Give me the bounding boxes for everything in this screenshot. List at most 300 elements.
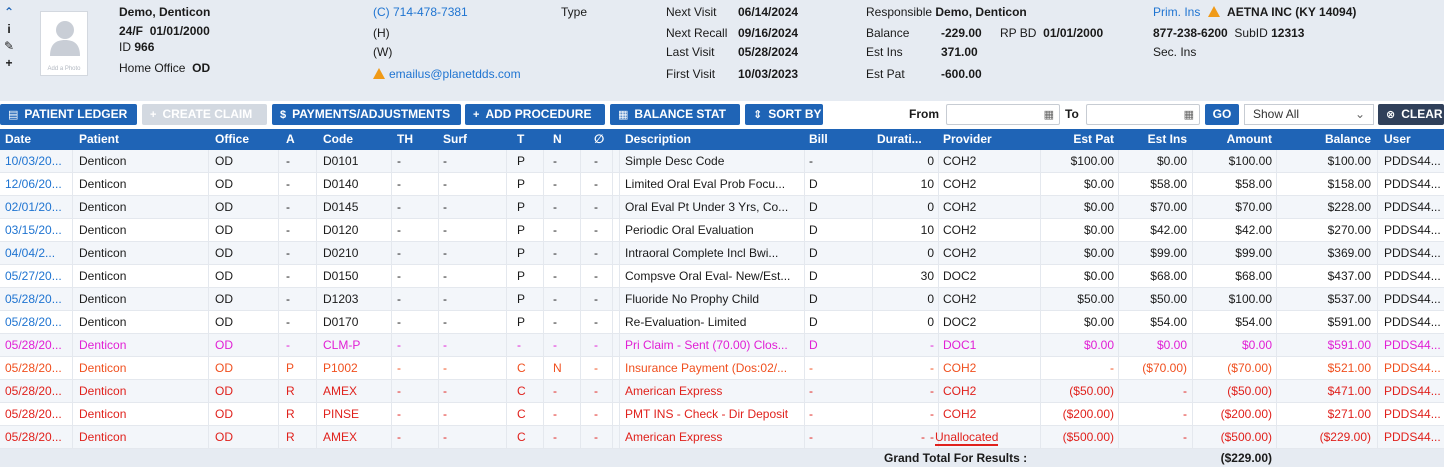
surf-cell: - [443, 315, 447, 329]
column-divider [804, 173, 805, 195]
description-cell: Oral Eval Pt Under 3 Yrs, Co... [625, 200, 789, 214]
column-divider [278, 426, 279, 448]
col-date[interactable]: Date [5, 132, 32, 146]
t-cell: P [517, 269, 526, 283]
a-cell: - [286, 154, 290, 168]
column-divider [506, 288, 507, 310]
duration-cell: - [930, 407, 934, 421]
t-cell: C [517, 384, 526, 398]
column-divider [438, 150, 439, 172]
col-duration[interactable]: Durati... [877, 132, 922, 146]
table-row[interactable] [0, 173, 1444, 196]
col-n[interactable]: N [553, 132, 562, 146]
est-ins-cell: $50.00 [1150, 292, 1187, 306]
table-row[interactable] [0, 265, 1444, 288]
column-divider [208, 426, 209, 448]
column-divider [316, 311, 317, 333]
filter-select[interactable]: Show All ⌄ [1244, 104, 1374, 125]
bill-cell: D [809, 338, 818, 352]
balance-cell: $271.00 [1327, 407, 1371, 421]
provider-cell: COH2 [943, 407, 977, 421]
user-cell: PDDS44... [1384, 292, 1441, 306]
column-divider [1377, 242, 1378, 264]
col-est-ins[interactable]: Est Ins [1147, 132, 1187, 146]
a-cell: - [286, 246, 290, 260]
plus-icon[interactable]: + [5, 56, 13, 70]
code-cell: D0120 [323, 223, 359, 237]
attachment-cell: - [594, 246, 598, 260]
t-cell: - [517, 338, 521, 352]
th-cell: - [397, 246, 401, 260]
column-divider [72, 357, 73, 379]
column-divider [506, 403, 507, 425]
column-divider [506, 242, 507, 264]
column-divider [872, 426, 873, 448]
email-link[interactable]: emailus@planetdds.com [389, 67, 521, 81]
date-cell[interactable]: 03/15/20... [5, 223, 62, 237]
column-divider [1276, 173, 1277, 195]
balance-stat-button[interactable]: ▦ BALANCE STAT [610, 104, 740, 125]
add-procedure-button[interactable]: + ADD PROCEDURE [465, 104, 605, 125]
date-cell[interactable]: 02/01/20... [5, 200, 62, 214]
type-label: Type [561, 5, 588, 19]
amount-cell: $70.00 [1235, 200, 1272, 214]
code-cell: D1203 [323, 292, 359, 306]
est-pat-cell: ($50.00) [1069, 384, 1114, 398]
amount-cell: ($50.00) [1227, 384, 1272, 398]
from-date-input[interactable] [946, 104, 1060, 125]
column-divider [72, 426, 73, 448]
attachment-cell: - [594, 338, 598, 352]
duration-cell: 0 [927, 315, 934, 329]
column-divider [938, 334, 939, 356]
column-divider [580, 265, 581, 287]
bill-cell: D [809, 292, 818, 306]
column-divider [543, 357, 544, 379]
column-divider [1377, 311, 1378, 333]
description-cell: Intraoral Complete Incl Bwi... [625, 246, 779, 260]
col-est-pat[interactable]: Est Pat [1073, 132, 1114, 146]
column-divider [872, 380, 873, 402]
column-divider [72, 380, 73, 402]
column-divider [612, 403, 613, 425]
next-recall-value: 09/16/2024 [738, 26, 799, 40]
column-divider [938, 219, 939, 241]
column-divider [938, 265, 939, 287]
a-cell: - [286, 223, 290, 237]
column-divider [506, 426, 507, 448]
date-cell[interactable]: 05/28/20... [5, 407, 62, 421]
column-divider [872, 403, 873, 425]
th-cell: - [397, 223, 401, 237]
attachment-cell: - [594, 269, 598, 283]
unallocated-link[interactable]: Unallocated [935, 430, 999, 444]
sort-by-button[interactable]: ⇕ SORT BY [745, 104, 823, 125]
bill-cell: - [809, 361, 813, 375]
chevron-up-icon[interactable]: ⌃ [3, 5, 15, 19]
column-divider [1377, 173, 1378, 195]
column-divider [278, 173, 279, 195]
table-row[interactable] [0, 242, 1444, 265]
office-cell: OD [215, 338, 233, 352]
column-divider [438, 311, 439, 333]
user-cell: PDDS44... [1384, 223, 1441, 237]
column-divider [278, 334, 279, 356]
col-balance[interactable]: Balance [1324, 132, 1371, 146]
n-cell: - [553, 246, 557, 260]
table-row[interactable] [0, 426, 1444, 449]
code-cell: AMEX [323, 430, 358, 444]
amount-cell: $100.00 [1228, 154, 1272, 168]
office-cell: OD [215, 361, 233, 375]
column-divider [619, 426, 620, 448]
th-cell: - [397, 292, 401, 306]
attachment-cell: - [594, 177, 598, 191]
a-cell: - [286, 269, 290, 283]
a-cell: - [286, 200, 290, 214]
bill-cell: D [809, 269, 818, 283]
column-divider [938, 311, 939, 333]
column-divider [72, 150, 73, 172]
surf-cell: - [443, 223, 447, 237]
column-divider [278, 196, 279, 218]
user-cell: PDDS44... [1384, 246, 1441, 260]
date-cell[interactable]: 05/28/20... [5, 338, 62, 352]
col-a[interactable]: A [286, 132, 295, 146]
column-divider [208, 173, 209, 195]
calendar-icon[interactable]: ▦ [1043, 109, 1054, 121]
column-divider [543, 334, 544, 356]
est-ins-cell: $0.00 [1156, 338, 1187, 352]
subid-label: SubID [1234, 26, 1268, 40]
n-cell: - [553, 269, 557, 283]
duration-cell: 0 [927, 154, 934, 168]
office-cell: OD [215, 269, 233, 283]
last-visit-value: 05/28/2024 [738, 45, 799, 59]
patient-ledger-button[interactable]: ▤ PATIENT LEDGER [0, 104, 137, 125]
col-t[interactable]: T [517, 132, 525, 146]
date-cell[interactable]: 05/27/20... [5, 269, 62, 283]
column-divider [612, 196, 613, 218]
attachment-cell: - [594, 407, 598, 421]
date-cell[interactable]: 05/28/20... [5, 315, 62, 329]
column-divider [580, 288, 581, 310]
col-user[interactable]: User [1384, 132, 1411, 146]
bill-cell: D [809, 177, 818, 191]
office-cell: OD [215, 407, 233, 421]
column-divider [506, 173, 507, 195]
surf-cell: - [443, 292, 447, 306]
table-row[interactable] [0, 150, 1444, 173]
next-visit-value: 06/14/2024 [738, 5, 799, 19]
balance-cell: $471.00 [1327, 384, 1371, 398]
column-divider [506, 311, 507, 333]
home-office-label: Home Office [119, 61, 186, 75]
est-pat-cell: $50.00 [1077, 292, 1114, 306]
t-cell: P [517, 177, 526, 191]
last-visit-label: Last Visit [666, 45, 715, 59]
a-cell: P [286, 361, 295, 375]
column-divider [804, 380, 805, 402]
column-divider [506, 196, 507, 218]
attachment-cell: - [594, 361, 598, 375]
column-divider [804, 150, 805, 172]
home-office-value: OD [192, 61, 211, 75]
user-cell: PDDS44... [1384, 361, 1441, 375]
est-ins-cell: - [1183, 430, 1187, 444]
paperclip-icon: ∅ [594, 132, 605, 146]
col-patient[interactable]: Patient [79, 132, 120, 146]
column-divider [938, 242, 939, 264]
column-divider [1377, 150, 1378, 172]
est-ins-cell: ($70.00) [1142, 361, 1187, 375]
col-surf[interactable]: Surf [443, 132, 467, 146]
column-divider [1276, 265, 1277, 287]
date-cell[interactable]: 10/03/20... [5, 154, 62, 168]
create-claim-button[interactable]: + CREATE CLAIM [142, 104, 267, 125]
column-divider [278, 150, 279, 172]
est-pat-cell: $0.00 [1083, 223, 1114, 237]
patient-cell: Denticon [79, 246, 127, 260]
surf-cell: - [443, 430, 447, 444]
code-cell: D0140 [323, 177, 359, 191]
code-cell: AMEX [323, 384, 358, 398]
n-cell: - [553, 315, 557, 329]
patient-cell: Denticon [79, 154, 127, 168]
n-cell: - [553, 177, 557, 191]
col-bill[interactable]: Bill [809, 132, 828, 146]
est-pat-value: -600.00 [941, 67, 982, 81]
column-divider [619, 196, 620, 218]
next-recall-label: Next Recall [666, 26, 728, 40]
column-divider [619, 311, 620, 333]
column-divider [872, 219, 873, 241]
description-cell: Periodic Oral Evaluation [625, 223, 754, 237]
column-divider [612, 334, 613, 356]
balance-cell: $369.00 [1327, 246, 1371, 260]
description-cell: PMT INS - Check - Dir Deposit [625, 407, 789, 421]
patient-cell: Denticon [79, 430, 127, 444]
a-cell: R [286, 430, 295, 444]
user-cell: PDDS44... [1384, 338, 1441, 352]
column-divider [938, 357, 939, 379]
column-divider [612, 265, 613, 287]
column-divider [872, 265, 873, 287]
patient-cell: Denticon [79, 315, 127, 329]
date-cell[interactable]: 04/04/2... [5, 246, 56, 260]
t-cell: P [517, 154, 526, 168]
table-row[interactable] [0, 403, 1444, 426]
column-divider [1377, 196, 1378, 218]
column-divider [316, 173, 317, 195]
column-divider [506, 150, 507, 172]
est-pat-cell: $0.00 [1083, 269, 1114, 283]
duration-cell: 0 [927, 246, 934, 260]
responsible-label: Responsible [866, 5, 933, 19]
code-cell: D0101 [323, 154, 359, 168]
column-divider [1377, 403, 1378, 425]
column-divider [612, 219, 613, 241]
column-divider [619, 403, 620, 425]
column-divider [543, 426, 544, 448]
description-cell: American Express [625, 384, 723, 398]
patient-cell: Denticon [79, 223, 127, 237]
table-row[interactable] [0, 380, 1444, 403]
calculator-icon: ▦ [618, 109, 629, 121]
column-divider [804, 357, 805, 379]
column-divider [278, 380, 279, 402]
column-divider [316, 426, 317, 448]
warning-icon [373, 68, 385, 79]
column-divider [612, 380, 613, 402]
column-divider [1377, 334, 1378, 356]
column-divider [316, 380, 317, 402]
id-value: 966 [134, 40, 155, 54]
th-cell: - [397, 384, 401, 398]
column-divider [872, 334, 873, 356]
balance-cell: ($229.00) [1319, 430, 1371, 444]
table-row[interactable] [0, 219, 1444, 242]
column-divider [1377, 357, 1378, 379]
surf-cell: - [443, 407, 447, 421]
code-cell: CLM-P [323, 338, 361, 352]
est-pat-cell: $0.00 [1083, 177, 1114, 191]
column-divider [316, 265, 317, 287]
phone-work: (W) [373, 45, 393, 59]
provider-cell: COH2 [943, 223, 977, 237]
col-description[interactable]: Description [625, 132, 692, 146]
description-cell: Insurance Payment (Dos:02/... [625, 361, 788, 375]
a-cell: - [286, 338, 290, 352]
provider-cell [921, 426, 1017, 449]
column-divider [208, 265, 209, 287]
column-divider [316, 219, 317, 241]
column-divider [438, 357, 439, 379]
bill-cell: D [809, 246, 818, 260]
duration-cell: 0 [927, 200, 934, 214]
phone-cell[interactable]: (C) 714-478-7381 [373, 5, 468, 19]
bill-cell: - [809, 154, 813, 168]
provider-cell: COH2 [943, 246, 977, 260]
prim-ins-label[interactable]: Prim. Ins [1153, 5, 1201, 19]
col-attachment[interactable] [594, 129, 608, 150]
side-icon-bar [2, 4, 16, 72]
paperclip-icon[interactable]: ✎ [3, 39, 15, 53]
balance-value: -229.00 [941, 26, 982, 40]
column-divider [72, 242, 73, 264]
col-office[interactable]: Office [215, 132, 250, 146]
duration-cell: 10 [920, 223, 934, 237]
column-divider [938, 380, 939, 402]
subid-value: 12313 [1271, 26, 1305, 40]
attachment-cell: - [594, 154, 598, 168]
column-divider [619, 219, 620, 241]
surf-cell: - [443, 269, 447, 283]
attachment-cell: - [594, 384, 598, 398]
payments-adjustments-button[interactable]: $ PAYMENTS/ADJUSTMENTS [272, 104, 461, 125]
column-divider [872, 311, 873, 333]
grand-total-value: ($229.00) [1220, 451, 1272, 465]
col-code[interactable]: Code [323, 132, 353, 146]
column-divider [1276, 196, 1277, 218]
duration-cell: 10 [920, 177, 934, 191]
date-cell[interactable]: 12/06/20... [5, 177, 62, 191]
est-ins-label: Est Ins [866, 45, 903, 59]
n-cell: N [553, 361, 562, 375]
column-divider [543, 288, 544, 310]
balance-cell: $591.00 [1327, 338, 1371, 352]
column-divider [580, 380, 581, 402]
col-th[interactable]: TH [397, 132, 413, 146]
go-button[interactable]: GO [1205, 104, 1239, 125]
column-divider [872, 150, 873, 172]
responsible-value: Demo, Denticon [935, 5, 1027, 19]
column-divider [804, 196, 805, 218]
user-cell: PDDS44... [1384, 384, 1441, 398]
est-ins-cell: $54.00 [1150, 315, 1187, 329]
date-cell[interactable]: 05/28/20... [5, 430, 62, 444]
table-row[interactable] [0, 288, 1444, 311]
info-icon[interactable]: i [7, 22, 11, 36]
column-divider [543, 403, 544, 425]
date-cell[interactable]: 05/28/20... [5, 292, 62, 306]
date-cell[interactable]: 05/28/20... [5, 361, 62, 375]
col-amount[interactable]: Amount [1226, 132, 1272, 146]
avatar-icon [48, 18, 82, 58]
col-provider[interactable]: Provider [943, 132, 992, 146]
ledger-toolbar [0, 104, 1444, 125]
provider-cell: COH2 [943, 200, 977, 214]
clear-button[interactable]: ⊗ CLEAR [1378, 104, 1444, 125]
attachment-cell: - [594, 315, 598, 329]
table-row[interactable] [0, 334, 1444, 357]
th-cell: - [397, 338, 401, 352]
duration-cell: 0 [927, 292, 934, 306]
user-cell: PDDS44... [1384, 315, 1441, 329]
t-cell: P [517, 223, 526, 237]
surf-cell: - [443, 384, 447, 398]
est-ins-value: 371.00 [941, 45, 978, 59]
id-label: ID [119, 40, 131, 54]
table-row[interactable] [0, 357, 1444, 380]
est-pat-label: Est Pat [866, 67, 905, 81]
date-cell[interactable]: 05/28/20... [5, 384, 62, 398]
description-cell: Limited Oral Eval Prob Focu... [625, 177, 786, 191]
table-row[interactable] [0, 311, 1444, 334]
column-divider [543, 219, 544, 241]
est-pat-cell: $0.00 [1083, 315, 1114, 329]
column-divider [278, 219, 279, 241]
column-divider [872, 173, 873, 195]
t-cell: C [517, 361, 526, 375]
calendar-icon[interactable]: ▦ [1183, 109, 1194, 121]
to-date-input[interactable] [1086, 104, 1200, 125]
column-divider [1276, 311, 1277, 333]
provider-cell: COH2 [943, 154, 977, 168]
column-divider [1276, 334, 1277, 356]
column-divider [804, 265, 805, 287]
document-icon: ▤ [8, 109, 19, 121]
column-divider [438, 219, 439, 241]
table-row[interactable] [0, 196, 1444, 219]
th-cell: - [397, 407, 401, 421]
n-cell: - [553, 223, 557, 237]
patient-photo[interactable] [40, 11, 88, 76]
balance-cell: $437.00 [1327, 269, 1371, 283]
column-divider [619, 265, 620, 287]
grand-total-label: Grand Total For Results : [884, 451, 1028, 465]
plus-icon: + [473, 109, 480, 121]
